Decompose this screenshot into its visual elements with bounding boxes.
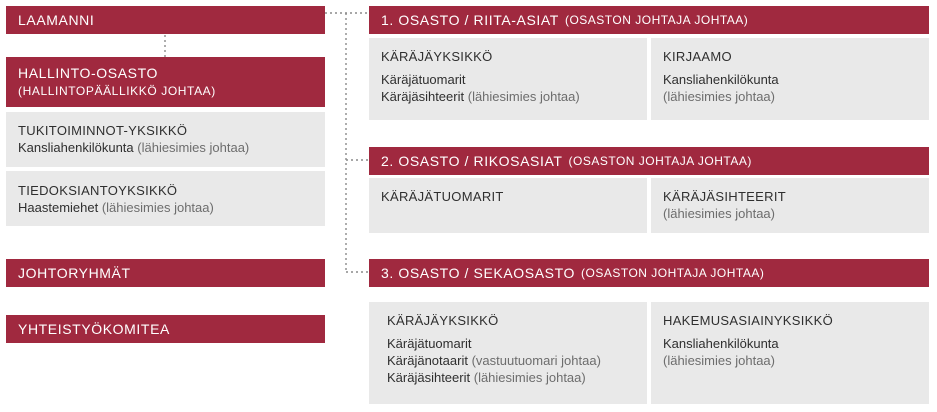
yhteistyokomitea-label: YHTEISTYÖKOMITEA bbox=[18, 321, 170, 337]
osasto2-title: 2. OSASTO / RIKOSASIAT bbox=[381, 153, 563, 169]
block-note: (lähiesimies johtaa) bbox=[473, 370, 586, 385]
block-title: KÄRÄJÄTUOMARIT bbox=[381, 189, 504, 204]
block-title: KÄRÄJÄSIHTEERIT bbox=[663, 189, 786, 204]
block-note: (lähiesimies johtaa) bbox=[663, 206, 775, 221]
block-title: HAKEMUSASIAINYKSIKKÖ bbox=[663, 313, 833, 328]
johtoryhmat-header bbox=[6, 259, 325, 287]
block-line: Käräjäsihteerit bbox=[387, 370, 471, 385]
unit-role: Kansliahenkilökunta bbox=[18, 140, 134, 155]
unit-tiedoksianto bbox=[6, 171, 325, 226]
osasto2-karajatuomarit bbox=[369, 178, 647, 233]
hallinto-header bbox=[6, 57, 325, 107]
osasto1-kirjaamo bbox=[651, 38, 929, 120]
osasto2-header bbox=[369, 147, 929, 175]
osasto1-header bbox=[369, 6, 929, 34]
block-note: (lähiesimies johtaa) bbox=[663, 89, 775, 104]
osasto3-subtitle: (OSASTON JOHTAJA JOHTAA) bbox=[580, 266, 765, 280]
osasto3-karajayksikko bbox=[369, 302, 647, 404]
laamanni-label: LAAMANNI bbox=[18, 12, 95, 28]
unit-tukitoiminnot bbox=[6, 112, 325, 167]
hallinto-subtitle: (HALLINTOPÄÄLLIKKÖ JOHTAA) bbox=[18, 84, 216, 98]
osasto3-title: 3. OSASTO / SEKAOSASTO bbox=[381, 265, 575, 281]
unit-note: (lähiesimies johtaa) bbox=[101, 200, 214, 215]
osasto1-subtitle: (OSASTON JOHTAJA JOHTAA) bbox=[564, 13, 749, 27]
block-title: KÄRÄJÄYKSIKKÖ bbox=[381, 49, 493, 64]
osasto2-subtitle: (OSASTON JOHTAJA JOHTAA) bbox=[568, 154, 752, 168]
block-line: Käräjätuomarit bbox=[381, 72, 466, 87]
hallinto-title: HALLINTO-OSASTO bbox=[18, 65, 158, 81]
block-line: Käräjätuomarit bbox=[387, 336, 472, 351]
osasto3-hakemusasiainyksikko bbox=[651, 302, 929, 404]
unit-role: Haastemiehet bbox=[18, 200, 99, 215]
block-line: Kansliahenkilökunta bbox=[663, 72, 779, 87]
yhteistyokomitea-header bbox=[6, 315, 325, 343]
osasto1-title: 1. OSASTO / RIITA-ASIAT bbox=[381, 12, 559, 28]
block-line: Käräjänotaarit bbox=[387, 353, 468, 368]
osasto3-header bbox=[369, 259, 929, 287]
johtoryhmat-label: JOHTORYHMÄT bbox=[18, 265, 131, 281]
block-line: Kansliahenkilökunta bbox=[663, 336, 779, 351]
block-note: (lähiesimies johtaa) bbox=[663, 353, 775, 368]
block-title: KIRJAAMO bbox=[663, 49, 732, 64]
osasto2-karajasihteerit bbox=[651, 178, 929, 233]
laamanni-header bbox=[6, 6, 325, 34]
block-line: Käräjäsihteerit bbox=[381, 89, 465, 104]
block-note: (lähiesimies johtaa) bbox=[467, 89, 580, 104]
block-note: (vastuutuomari johtaa) bbox=[471, 353, 601, 368]
unit-title: TIEDOKSIANTOYKSIKKÖ bbox=[18, 183, 178, 198]
block-title: KÄRÄJÄYKSIKKÖ bbox=[387, 313, 499, 328]
unit-title: TUKITOIMINNOT-YKSIKKÖ bbox=[18, 123, 188, 138]
unit-note: (lähiesimies johtaa) bbox=[137, 140, 250, 155]
osasto1-karajayksikko bbox=[369, 38, 647, 120]
